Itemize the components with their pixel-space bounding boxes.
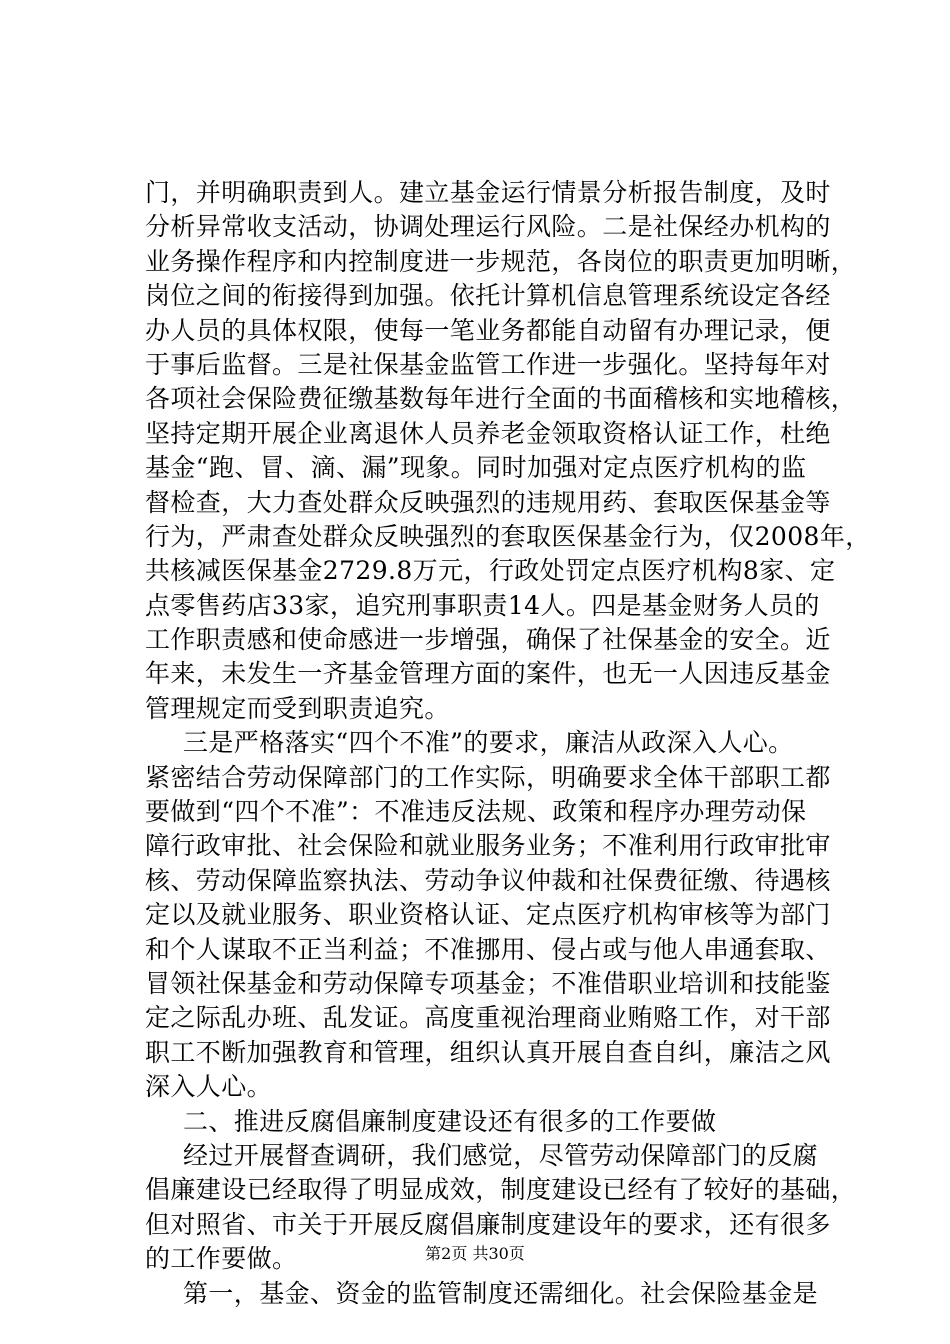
text-line: 要做到“四个不准”：不准违反法规、政策和程序办理劳动保 [145, 797, 807, 827]
text-line: 于事后监督。三是社保基金监管工作进一步强化。坚持每年对 [145, 349, 831, 379]
text-line: 定之际乱办班、乱发证。高度重视治理商业贿赂工作，对干部 [145, 1003, 831, 1033]
text-line: 点零售药店33家，追究刑事职责14人。四是基金财务人员的 [145, 590, 820, 620]
text-line: 坚持定期开展企业离退休人员养老金领取资格认证工作，杜绝 [145, 418, 831, 448]
text-line: 岗位之间的衔接得到加强。依托计算机信息管理系统设定各经 [145, 281, 831, 311]
text-line: 倡廉建设已经取得了明显成效，制度建设已经有了较好的基础， [145, 1175, 857, 1205]
section-heading: 二、推进反腐倡廉制度建设还有很多的工作要做 [183, 1106, 717, 1136]
text-line: 督检查，大力查处群众反映强烈的违规用药、套取医保基金等 [145, 487, 831, 517]
body-text [145, 176, 871, 1311]
text-line: 行为，严肃查处群众反映强烈的套取医保基金行为，仅2008年， [145, 521, 871, 551]
text-line: 分析异常收支活动，协调处理运行风险。二是社保经办机构的 [145, 212, 831, 242]
text-line: 基金“跑、冒、滴、漏”现象。同时加强对定点医疗机构的监 [145, 453, 807, 483]
text-line: 核、劳动保障监察执法、劳动争议仲裁和社保费征缴、待遇核 [145, 865, 831, 895]
text-line: 职工不断加强教育和管理，组织认真开展自查自纠，廉洁之风 [145, 1037, 831, 1067]
text-line: 的工作要做。 [145, 1244, 298, 1274]
text-line: 共核减医保基金2729.8万元，行政处罚定点医疗机构8家、定 [145, 556, 836, 586]
paragraph-start-line: 第一，基金、资金的监管制度还需细化。社会保险基金是 [183, 1278, 819, 1308]
text-line: 门，并明确职责到人。建立基金运行情景分析报告制度，及时 [145, 178, 831, 207]
text-line: 定以及就业服务、职业资格认证、定点医疗机构审核等为部门 [145, 900, 831, 930]
text-line: 冒领社保基金和劳动保障专项基金；不准借职业培训和技能鉴 [145, 968, 831, 998]
page-footer: 第2页 共30页 [425, 1244, 525, 1263]
paragraph-start-line: 三是严格落实“四个不准”的要求，廉洁从政深入人心。 [183, 728, 794, 758]
text-line: 和个人谋取不正当利益；不准挪用、侵占或与他人串通套取、 [145, 934, 831, 964]
text-line: 紧密结合劳动保障部门的工作实际，明确要求全体干部职工都 [145, 762, 831, 792]
text-line: 障行政审批、社会保险和就业服务业务；不准利用行政审批审 [145, 831, 831, 861]
text-line: 工作职责感和使命感进一步增强，确保了社保基金的安全。近 [145, 625, 831, 655]
text-line: 深入人心。 [145, 1072, 273, 1102]
text-line: 年来，未发生一齐基金管理方面的案件，也无一人因违反基金 [145, 659, 831, 689]
text-line: 管理规定而受到职责追究。 [145, 693, 450, 723]
text-line: 业务操作程序和内控制度进一步规范，各岗位的职责更加明晰， [145, 246, 857, 276]
text-line: 办人员的具体权限，使每一笔业务都能自动留有办理记录，便 [145, 315, 831, 345]
text-line: 各项社会保险费征缴基数每年进行全面的书面稽核和实地稽核， [145, 384, 857, 414]
paragraph-start-line: 经过开展督查调研，我们感觉，尽管劳动保障部门的反腐 [183, 1140, 819, 1170]
text-line: 但对照省、市关于开展反腐倡廉制度建设年的要求，还有很多 [145, 1209, 831, 1239]
